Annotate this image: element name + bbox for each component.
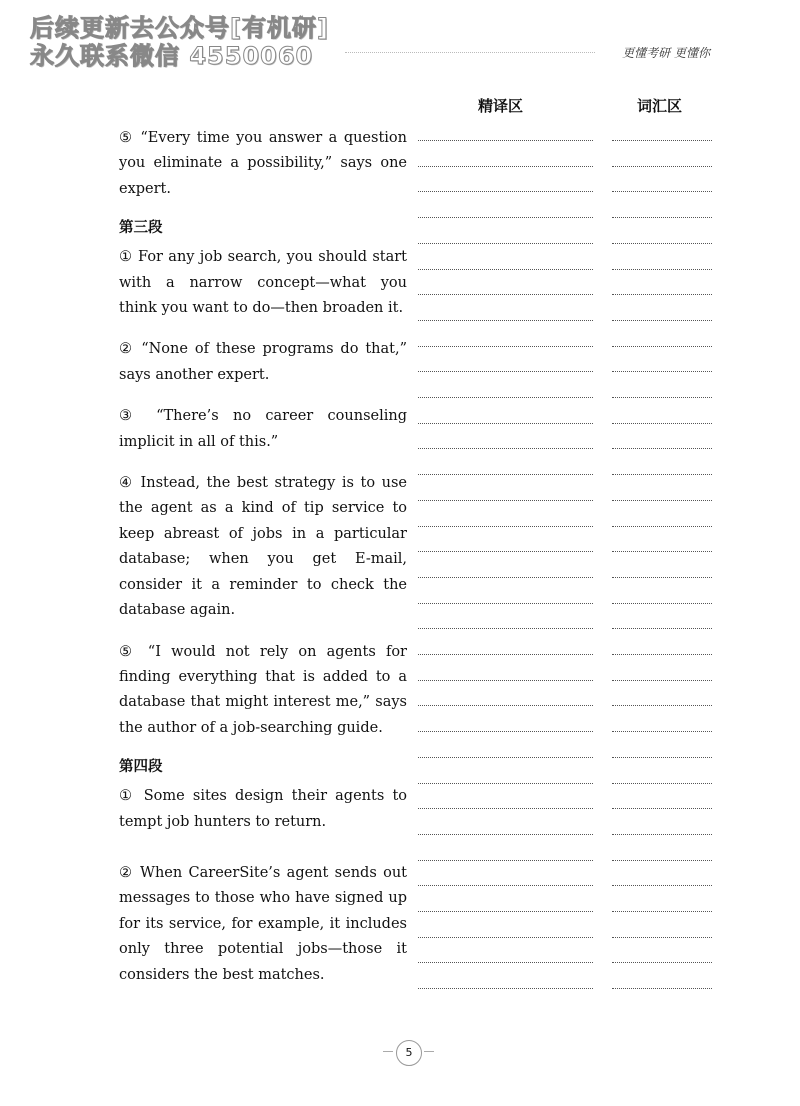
- ruled-line: [418, 269, 593, 270]
- ruled-line: [612, 371, 712, 372]
- ruled-line: [612, 500, 712, 501]
- sentence-block: ② When CareerSite’s agent sends out messages to those who have signed up for its service, for example, it includes only three potential jobs—those it considers the best matches.: [119, 864, 407, 983]
- ruled-line: [612, 448, 712, 449]
- ruled-line: [418, 551, 593, 552]
- sentence-block: ⑤ “Every time you answer a question you eliminate a possibility,” says one expert.: [119, 130, 407, 197]
- ruled-line: [418, 140, 593, 141]
- ruled-line: [418, 294, 593, 295]
- ruled-line: [612, 911, 712, 912]
- ruled-line: [418, 526, 593, 527]
- ruled-line: [418, 628, 593, 629]
- ruled-line: [418, 654, 593, 655]
- ruled-line: [418, 217, 593, 218]
- ruled-line: [612, 397, 712, 398]
- ruled-line: [612, 860, 712, 861]
- ruled-line: [612, 243, 712, 244]
- section-heading: 第四段: [119, 759, 163, 776]
- ruled-line: [418, 500, 593, 501]
- page-number: 5: [396, 1040, 422, 1066]
- ruled-line: [418, 320, 593, 321]
- ruled-line: [418, 705, 593, 706]
- vocabulary-column-header: 词汇区: [637, 97, 683, 115]
- ruled-line: [612, 783, 712, 784]
- sentence-block: ① For any job search, you should start with a narrow concept—what you think you want to do—then broaden it.: [119, 249, 407, 317]
- watermark-line-2: 永久联系微信 4550060: [30, 42, 314, 70]
- ruled-line: [418, 834, 593, 835]
- ruled-line: [418, 603, 593, 604]
- ruled-line: [418, 474, 593, 475]
- sentence-block: ③ “There’s no career counseling implicit in all of this.”: [119, 408, 407, 450]
- ruled-line: [612, 988, 712, 989]
- ruled-line: [418, 371, 593, 372]
- ruled-line: [612, 757, 712, 758]
- ruled-line: [612, 834, 712, 835]
- ruled-line: [612, 474, 712, 475]
- ruled-line: [418, 937, 593, 938]
- ruled-line: [612, 269, 712, 270]
- ruled-line: [612, 191, 712, 192]
- ruled-line: [418, 346, 593, 347]
- ruled-line: [418, 577, 593, 578]
- header-slogan: 更懂考研 更懂你: [622, 46, 710, 60]
- page-number-decoration-left: [383, 1051, 393, 1052]
- ruled-line: [612, 628, 712, 629]
- ruled-line: [418, 243, 593, 244]
- ruled-line: [612, 320, 712, 321]
- ruled-line: [418, 757, 593, 758]
- ruled-line: [418, 731, 593, 732]
- section-heading: 第三段: [119, 220, 163, 237]
- ruled-line: [612, 577, 712, 578]
- page-number-decoration-right: [424, 1051, 434, 1052]
- ruled-line: [418, 962, 593, 963]
- ruled-line: [418, 885, 593, 886]
- ruled-line: [418, 808, 593, 809]
- ruled-line: [418, 191, 593, 192]
- sentence-block: ① Some sites design their agents to tempt job hunters to return.: [119, 788, 407, 830]
- ruled-line: [418, 783, 593, 784]
- ruled-line: [612, 526, 712, 527]
- ruled-line: [418, 988, 593, 989]
- ruled-line: [612, 885, 712, 886]
- ruled-line: [612, 680, 712, 681]
- ruled-line: [418, 860, 593, 861]
- passage-content: [119, 126, 407, 988]
- sentence-block: ④ Instead, the best strategy is to use the agent as a kind of tip service to keep abreast of jobs in a particular database; when you get E-mail, consider it a reminder to check the database again.: [119, 475, 407, 619]
- ruled-line: [612, 654, 712, 655]
- sentence-block: ② “None of these programs do that,” says another expert.: [119, 341, 407, 383]
- ruled-line: [612, 551, 712, 552]
- ruled-line: [418, 397, 593, 398]
- ruled-line: [612, 603, 712, 604]
- ruled-line: [612, 166, 712, 167]
- ruled-line: [612, 217, 712, 218]
- translation-column-header: 精译区: [478, 97, 524, 115]
- ruled-line: [612, 937, 712, 938]
- ruled-line: [418, 423, 593, 424]
- ruled-line: [612, 962, 712, 963]
- ruled-line: [612, 294, 712, 295]
- ruled-line: [612, 731, 712, 732]
- ruled-line: [418, 680, 593, 681]
- ruled-line: [418, 448, 593, 449]
- ruled-line: [612, 705, 712, 706]
- ruled-line: [418, 911, 593, 912]
- ruled-line: [418, 166, 593, 167]
- sentence-block: ⑤ “I would not rely on agents for finding everything that is added to a database that might interest me,” says the author of a job-searching guide.: [119, 643, 407, 736]
- ruled-line: [612, 346, 712, 347]
- ruled-line: [612, 140, 712, 141]
- header-divider: [345, 52, 595, 53]
- watermark-line-1: 后续更新去公众号[有机研]: [30, 14, 329, 42]
- ruled-line: [612, 808, 712, 809]
- ruled-line: [612, 423, 712, 424]
